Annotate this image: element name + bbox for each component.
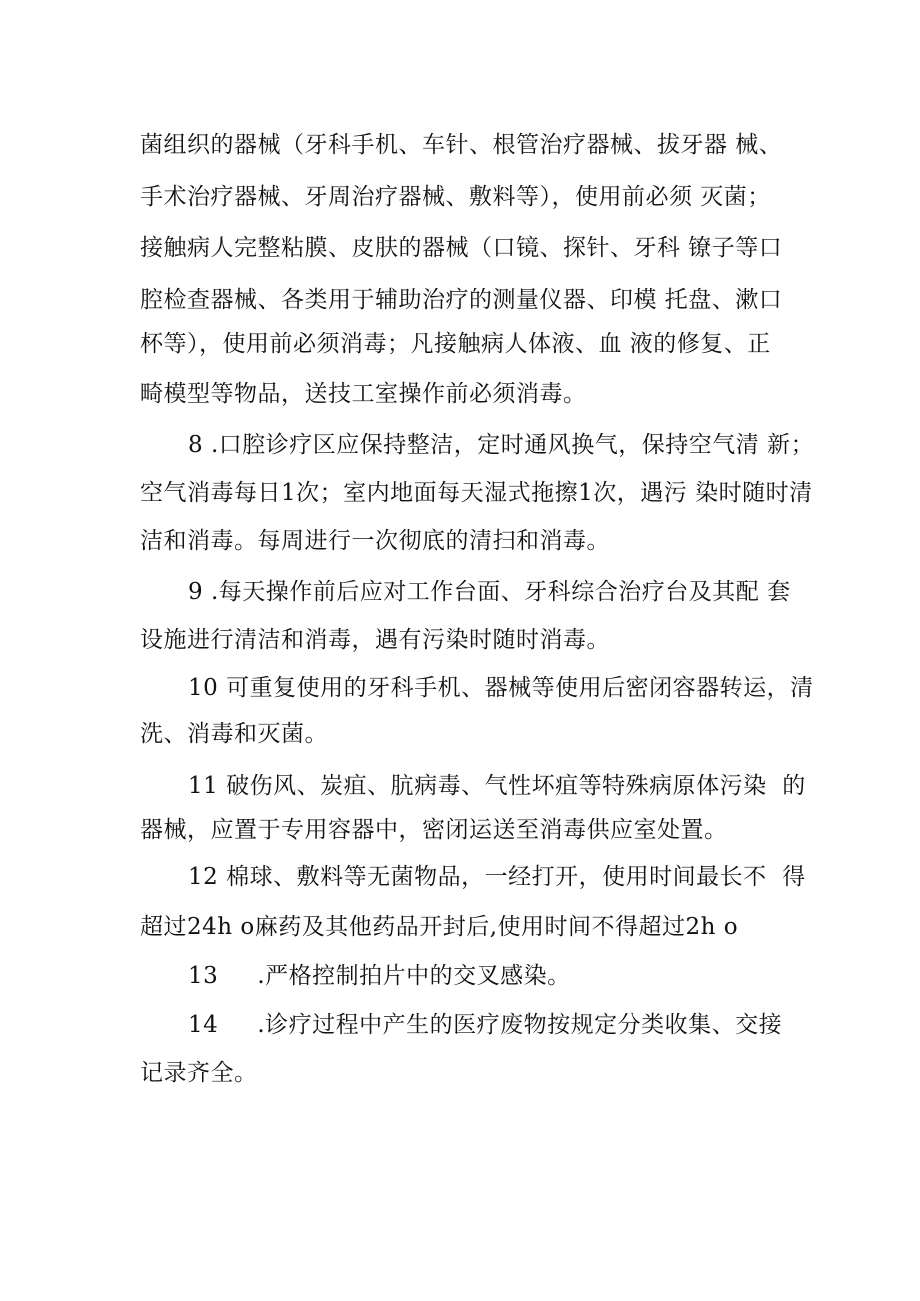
text-line: 超过24h o麻药及其他药品开封后,使用时间不得超过2h o bbox=[140, 914, 739, 940]
text-line: 洗、消毒和灭菌。 bbox=[140, 721, 328, 747]
paragraph-9-line: 9 .每天操作前后应对工作台面、牙科综合治疗台及其配 套 bbox=[188, 579, 791, 605]
text-line: 接触病人完整粘膜、皮肤的器械（口镜、探针、牙科 镣子等口 bbox=[140, 235, 783, 261]
paragraph-13-line: 13 .严格控制拍片中的交叉感染。 bbox=[188, 963, 571, 989]
text-line: 菌组织的器械（牙科手机、车针、根管治疗器械、拔牙器 械、 bbox=[140, 132, 783, 158]
text-line: 洁和消毒。每周进行一次彻底的清扫和消毒。 bbox=[140, 528, 610, 554]
text-line: 记录齐全。 bbox=[140, 1060, 258, 1086]
paragraph-8-line: 8 .口腔诊疗区应保持整洁，定时通风换气，保持空气清 新； bbox=[188, 432, 815, 458]
text-line: 设施进行清洁和消毒，遇有污染时随时消毒。 bbox=[140, 627, 610, 653]
text-line: 杯等），使用前必须消毒；凡接触病人体液、血 液的修复、正 bbox=[140, 331, 771, 357]
paragraph-14-line: 14 .诊疗过程中产生的医疗废物按规定分类收集、交接 bbox=[188, 1012, 783, 1038]
paragraph-12-line: 12 棉球、敷料等无菌物品，一经打开，使用时间最长不 得 bbox=[188, 864, 806, 890]
paragraph-11-line: 11 破伤风、炭疽、肮病毒、气性坏疽等特殊病原体污染 的 bbox=[188, 773, 806, 799]
text-line: 空气消毒每日1次；室内地面每天湿式拖擦1次，遇污 染时随时清 bbox=[140, 480, 813, 506]
text-line: 器械，应置于专用容器中，密闭运送至消毒供应室处置。 bbox=[140, 817, 728, 843]
text-line: 腔检查器械、各类用于辅助治疗的测量仪器、印模 托盘、漱口 bbox=[140, 287, 783, 313]
paragraph-10-line: 10 可重复使用的牙科手机、器械等使用后密闭容器转运，清 bbox=[188, 675, 814, 701]
text-line: 手术治疗器械、牙周治疗器械、敷料等），使用前必须 灭菌； bbox=[140, 184, 771, 210]
text-line: 畸模型等物品，送技工室操作前必须消毒。 bbox=[140, 381, 587, 407]
